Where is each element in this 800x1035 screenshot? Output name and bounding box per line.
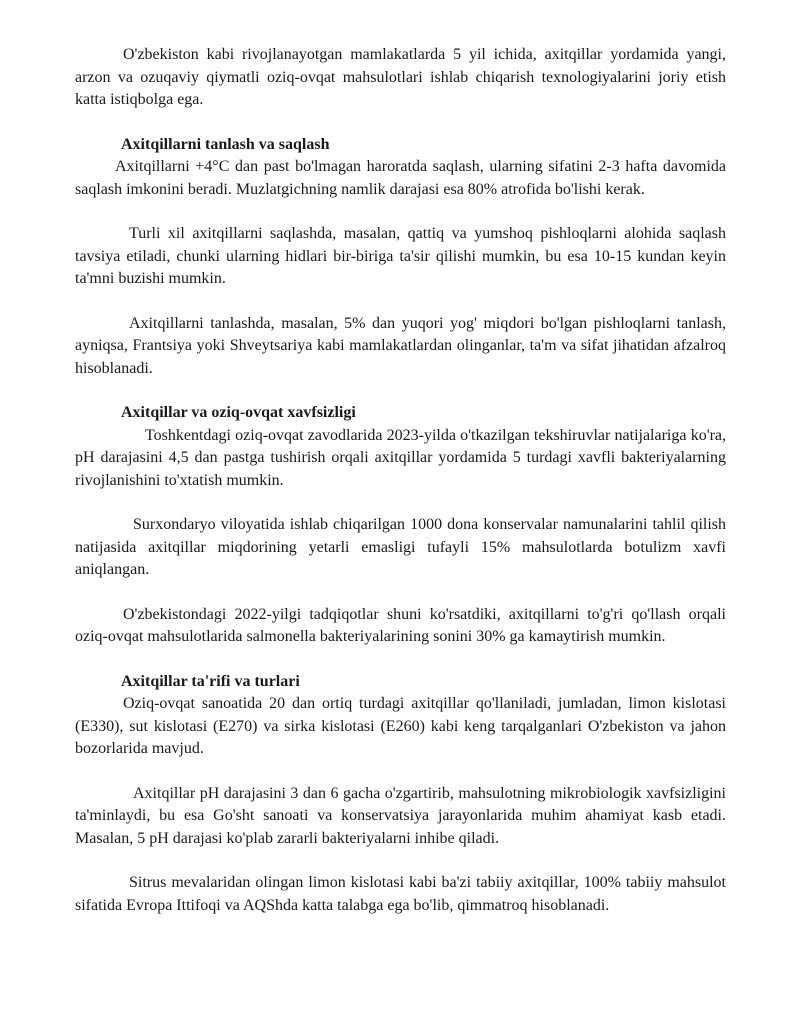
document-page [75, 44, 726, 917]
section-heading-safety: Axitqillar va oziq-ovqat xavfsizligi [121, 404, 356, 421]
paragraph-gap [75, 761, 726, 783]
paragraph-gap [75, 291, 726, 313]
types-paragraph-2: Axitqillar pH darajasini 3 dan 6 gacha o'zgartirib, mahsulotning mikrobiologik xavfsizligini ta'minlaydi, bu esa Go'sht sanoati va konservatsiya jarayonlarida muhim ahamiyat kasb etadi. Masalan, 5 pH darajasi ko'plab zararli bakteriyalarni inhibe qiladi. [75, 784, 726, 847]
section-gap [75, 649, 726, 671]
storage-paragraph-1: Axitqillarni +4°C dan past bo'lmagan haroratda saqlash, ularning sifatini 2-3 hafta davomida saqlash imkonini beradi. Muzlatgichning namlik darajasi esa 80% atrofida bo'lishi kerak. [75, 158, 726, 198]
storage-paragraph-3: Axitqillarni tanlashda, masalan, 5% dan yuqori yog' miqdori bo'lgan pishloqlarni tanlash, ayniqsa, Frantsiya yoki Shveytsariya kabi mamlakatlardan olinganlar, ta'm va sifat jihatidan afzalroq hisoblanadi. [75, 314, 726, 377]
storage-paragraph-2: Turli xil axitqillarni saqlashda, masalan, qattiq va yumshoq pishloqlarni alohida saqlash tavsiya etiladi, chunki ularning hidlari bir-biriga ta'sir qilishi mumkin, bu esa 10-15 kundan keyin ta'mni buzishi mumkin. [75, 225, 726, 287]
safety-paragraph-2: Surxondaryo viloyatida ishlab chiqarilgan 1000 dona konservalar namunalarini tahlil qilish natijasida axitqillar miqdorining yetarli emasligi tufayli 15% mahsulotlarda botulizm xavfi aniqlangan. [75, 516, 726, 578]
paragraph-gap [75, 850, 726, 872]
section-heading-types: Axitqillar ta'rifi va turlari [121, 672, 300, 690]
section-gap [75, 112, 726, 134]
section-gap [75, 380, 726, 402]
types-paragraph-3: Sitrus mevalaridan olingan limon kislotasi kabi ba'zi tabiiy axitqillar, 100% tabiiy mahsulot sifatida Evropa Ittifoqi va AQShda katta talabga ega bo'lib, qimmatroq hisoblanadi. [75, 874, 726, 914]
paragraph-gap [75, 492, 726, 514]
safety-paragraph-1: Toshkentdagi oziq-ovqat zavodlarida 2023-yilda o'tkazilgan tekshiruvlar natijalariga ko'ra, pH darajasini 4,5 dan pastga tushirish orqali axitqillar yordamida 5 turdagi xavfli bakteriyalarning rivojlanishini to'xtatish mumkin. [75, 426, 726, 489]
section-heading-storage: Axitqillarni tanlash va saqlash [121, 135, 330, 153]
paragraph-gap [75, 582, 726, 604]
types-paragraph-1: Oziq-ovqat sanoatida 20 dan ortiq turdagi axitqillar qo'llaniladi, jumladan, limon kislotasi (E330), sut kislotasi (E270) va sirka kislotasi (E260) kabi keng tarqalganlari O'zbekiston va jahon bozorlarida mavjud. [75, 695, 726, 757]
paragraph-gap [75, 201, 726, 223]
safety-paragraph-3: O'zbekistondagi 2022-yilgi tadqiqotlar shuni ko'rsatdiki, axitqillarni to'g'ri qo'llash orqali oziq-ovqat mahsulotlarida salmonella bakteriyalarining sonini 30% ga kamaytirish mumkin. [75, 605, 726, 645]
intro-paragraph: O'zbekiston kabi rivojlanayotgan mamlakatlarda 5 yil ichida, axitqillar yordamida yangi, arzon va ozuqaviy qiymatli oziq-ovqat mahsulotlari ishlab chiqarish texnologiyalarini joriy etish katta istiqbolga ega. [75, 46, 726, 108]
